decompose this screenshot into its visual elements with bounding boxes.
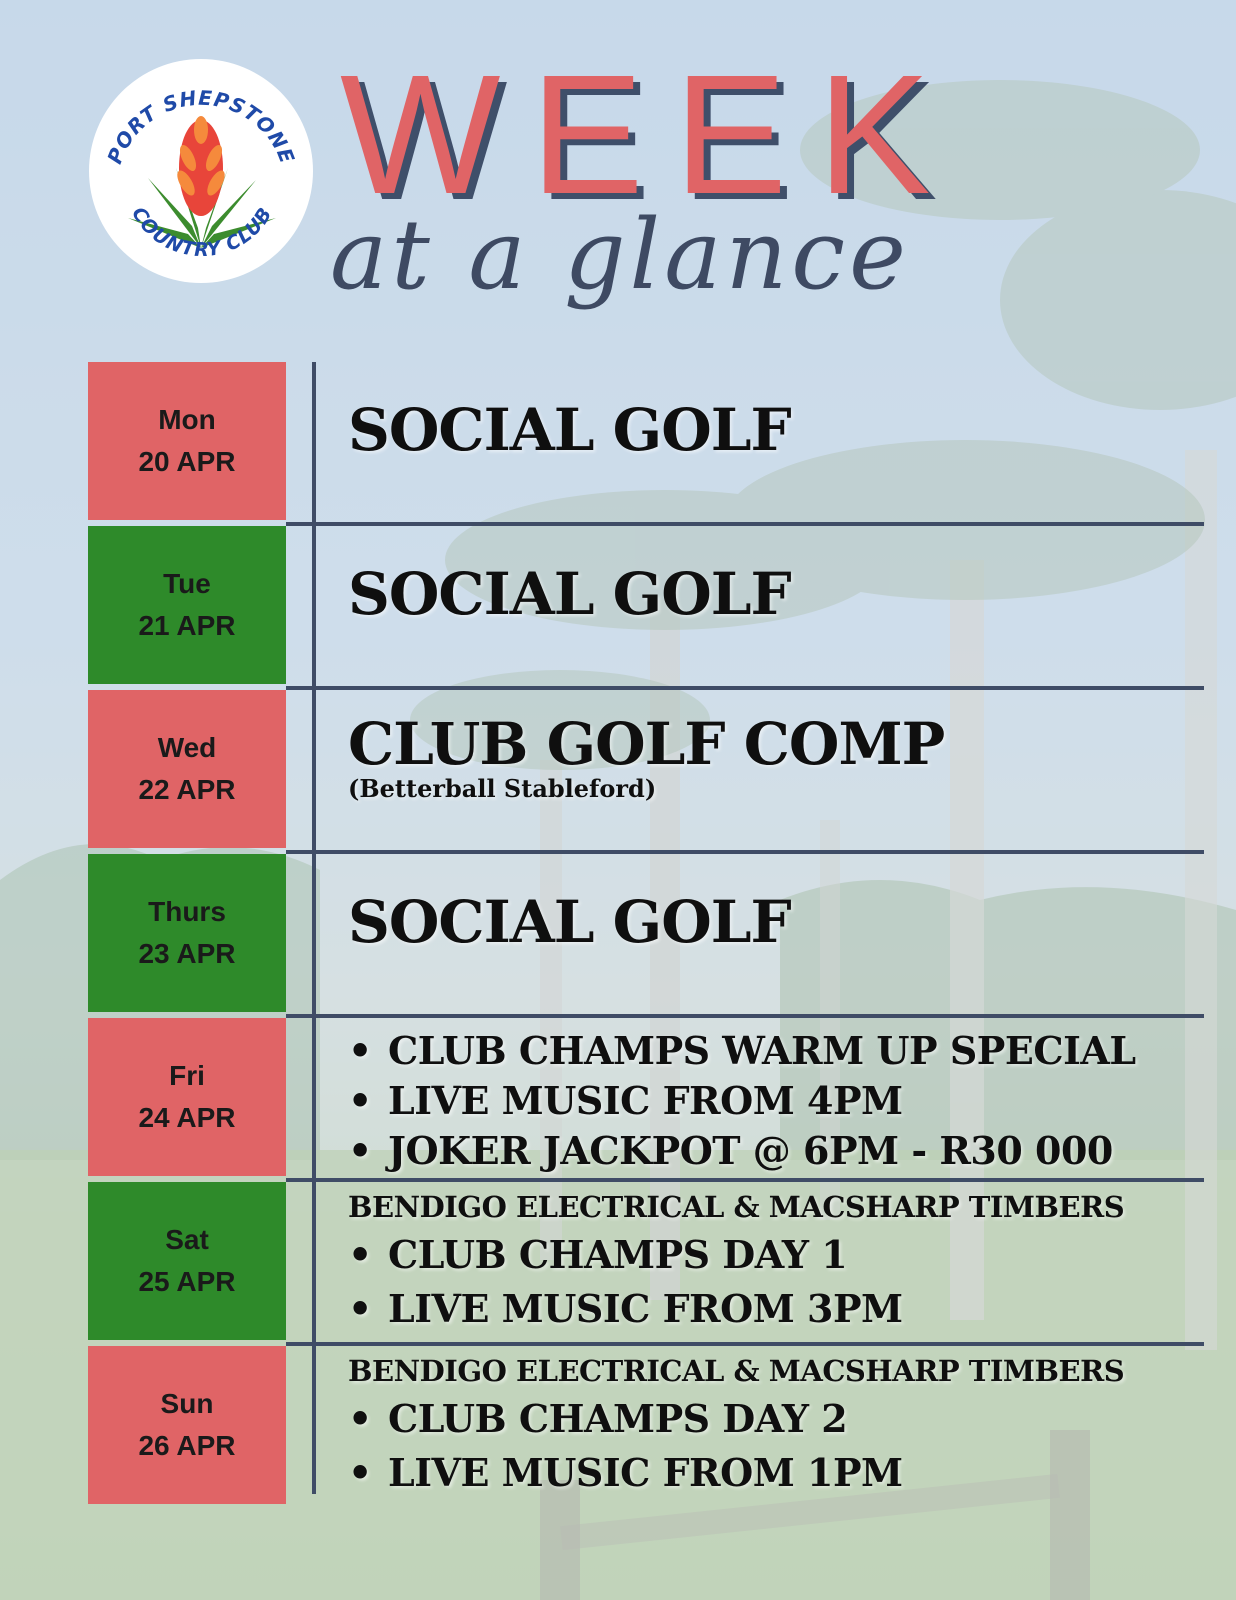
bullet-dot-icon: • xyxy=(348,1128,372,1173)
event-title: SOCIAL GOLF xyxy=(348,396,791,464)
bullet-text: JOKER JACKPOT @ 6PM - R30 000 xyxy=(388,1128,1113,1173)
bullet-item xyxy=(348,1230,847,1280)
bullet-item xyxy=(348,1026,1136,1076)
row-divider xyxy=(286,1342,1204,1346)
bullet-item xyxy=(348,1448,903,1498)
event-note: (Betterball Stableford) xyxy=(348,774,657,803)
row-divider xyxy=(286,522,1204,526)
day-name: Sun xyxy=(160,1388,214,1419)
row-divider xyxy=(286,850,1204,854)
bullet-item xyxy=(348,1394,847,1444)
date-box xyxy=(88,690,286,848)
logo-top-text: PORT SHEPSTONE xyxy=(102,85,300,168)
title-week: WEEK xyxy=(340,40,961,230)
date-label: 25 APR xyxy=(138,1266,236,1297)
date-label: 23 APR xyxy=(138,938,236,969)
bullet-text: CLUB CHAMPS DAY 1 xyxy=(388,1232,848,1277)
sponsor-line: BENDIGO ELECTRICAL & MACSHARP TIMBERS xyxy=(348,1354,1125,1388)
sponsor-line: BENDIGO ELECTRICAL & MACSHARP TIMBERS xyxy=(348,1190,1125,1224)
bullet-item xyxy=(348,1076,903,1126)
day-name: Fri xyxy=(169,1060,205,1091)
bullet-item xyxy=(348,1284,903,1334)
date-label: 21 APR xyxy=(138,610,236,641)
date-box xyxy=(88,362,286,520)
row-divider xyxy=(286,1014,1204,1018)
day-name: Wed xyxy=(157,732,217,763)
date-box xyxy=(88,1182,286,1340)
bullet-text: LIVE MUSIC FROM 1PM xyxy=(388,1450,903,1495)
day-name: Tue xyxy=(163,568,211,599)
date-label: 26 APR xyxy=(138,1430,236,1461)
date-box xyxy=(88,526,286,684)
bullet-item xyxy=(348,1126,1113,1176)
bullet-dot-icon: • xyxy=(348,1078,372,1123)
day-name: Sat xyxy=(165,1224,209,1255)
bullet-text: LIVE MUSIC FROM 4PM xyxy=(388,1078,903,1123)
event-title: SOCIAL GOLF xyxy=(348,560,791,628)
bullet-dot-icon: • xyxy=(348,1396,372,1441)
date-box xyxy=(88,1018,286,1176)
bullet-text: CLUB CHAMPS WARM UP SPECIAL xyxy=(388,1028,1136,1073)
date-label: 24 APR xyxy=(138,1102,236,1133)
event-title: SOCIAL GOLF xyxy=(348,888,791,956)
row-divider xyxy=(286,686,1204,690)
date-box xyxy=(88,1346,286,1504)
date-label: 22 APR xyxy=(138,774,236,805)
bullet-dot-icon: • xyxy=(348,1028,372,1073)
date-box xyxy=(88,854,286,1012)
date-label: 20 APR xyxy=(138,446,236,477)
logo-bottom-text: COUNTRY CLUB xyxy=(127,203,277,262)
bullet-text: LIVE MUSIC FROM 3PM xyxy=(388,1286,903,1331)
row-divider xyxy=(286,1178,1204,1182)
event-title: CLUB GOLF COMP xyxy=(348,710,945,778)
title-subtitle-script: at a glance xyxy=(330,199,910,311)
bullet-dot-icon: • xyxy=(348,1450,372,1495)
day-name: Mon xyxy=(158,404,216,435)
bullet-dot-icon: • xyxy=(348,1286,372,1331)
club-logo xyxy=(88,58,314,284)
day-name: Thurs xyxy=(148,896,226,927)
bullet-text: CLUB CHAMPS DAY 2 xyxy=(388,1396,848,1441)
bullet-dot-icon: • xyxy=(348,1232,372,1277)
